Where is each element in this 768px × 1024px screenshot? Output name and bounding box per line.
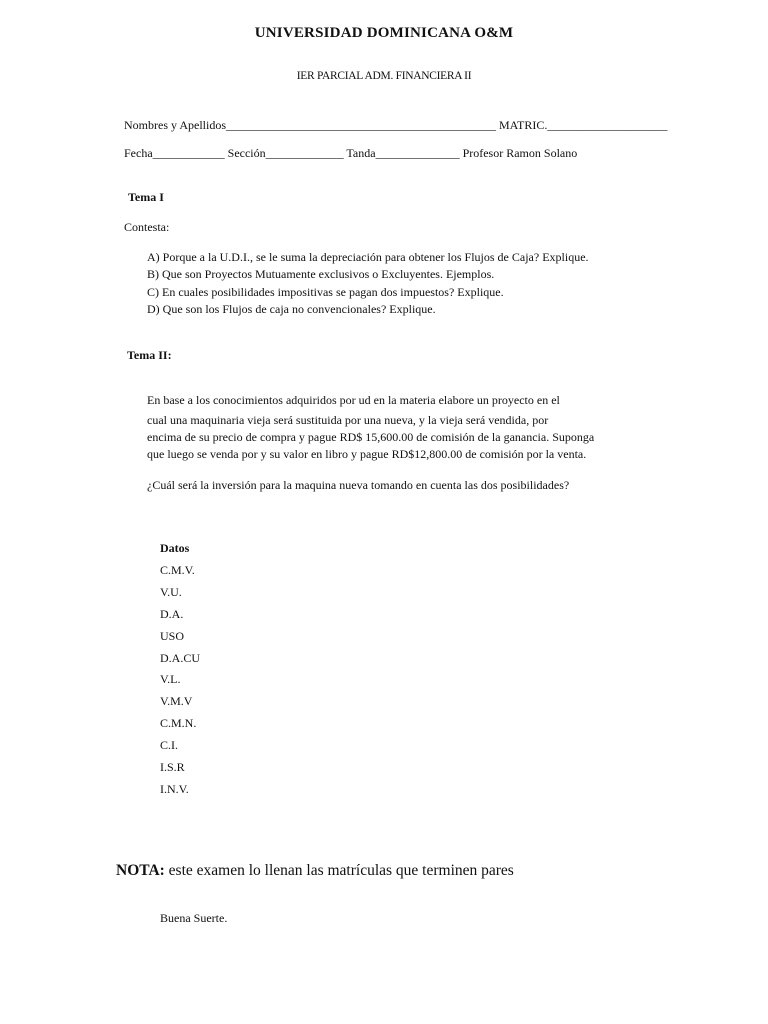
nota-text: este examen lo llenan las matrículas que terminen pares bbox=[164, 862, 514, 879]
datos-item: I.S.R bbox=[160, 760, 185, 774]
question-a: A) Porque a la U.D.I., se le suma la depreciación para obtener los Flujos de Caja? Explique. bbox=[147, 250, 589, 264]
paragraph-line: que luego se venda por y su valor en libro y pague RD$12,800.00 de comisión por la venta. bbox=[147, 447, 587, 461]
nota-label: NOTA: bbox=[116, 862, 165, 879]
tema2-heading: Tema II: bbox=[127, 348, 172, 362]
datos-item: USO bbox=[160, 629, 185, 643]
paragraph-line: En base a los conocimientos adquiridos por ud en la materia elabore un proyecto en el bbox=[147, 393, 560, 407]
tema2-question: ¿Cuál será la inversión para la maquina nueva tomando en cuenta las dos posibilidades? bbox=[147, 478, 570, 492]
datos-item: V.U. bbox=[160, 585, 182, 599]
datos-item: C.M.V. bbox=[160, 563, 195, 577]
question-d: D) Que son los Flujos de caja no convencionales? Explique. bbox=[147, 302, 436, 316]
closing-text: Buena Suerte. bbox=[160, 911, 228, 925]
paragraph-line: cual una maquinaria vieja será sustituida por una nueva, y la vieja será vendida, por bbox=[147, 413, 549, 427]
datos-item: C.I. bbox=[160, 738, 178, 752]
datos-item: V.L. bbox=[160, 672, 181, 686]
tema1-heading: Tema I bbox=[128, 190, 164, 204]
question-c: C) En cuales posibilidades impositivas se pagan dos impuestos? Explique. bbox=[147, 285, 504, 299]
datos-item: V.M.V bbox=[160, 694, 193, 708]
nota-line bbox=[116, 862, 514, 880]
name-matric-field-line: Nombres y Apellidos_____________________________________________ MATRIC.____________________ bbox=[124, 118, 668, 132]
datos-item: D.A. bbox=[160, 607, 184, 621]
date-section-field-line: Fecha____________ Sección_____________ Tanda______________ Profesor Ramon Solano bbox=[124, 146, 578, 160]
university-title: UNIVERSIDAD DOMINICANA O&M bbox=[254, 25, 514, 41]
datos-item: D.A.CU bbox=[160, 651, 201, 665]
datos-item: C.M.N. bbox=[160, 716, 197, 730]
datos-item: I.N.V. bbox=[160, 782, 189, 796]
datos-heading: Datos bbox=[160, 541, 190, 555]
tema1-instruction: Contesta: bbox=[124, 220, 170, 234]
paragraph-line: encima de su precio de compra y pague RD$ 15,600.00 de comisión de la ganancia. Suponga bbox=[147, 430, 595, 444]
exam-title: IER PARCIAL ADM. FINANCIERA II bbox=[296, 70, 472, 82]
question-b: B) Que son Proyectos Mutuamente exclusivos o Excluyentes. Ejemplos. bbox=[147, 267, 495, 281]
